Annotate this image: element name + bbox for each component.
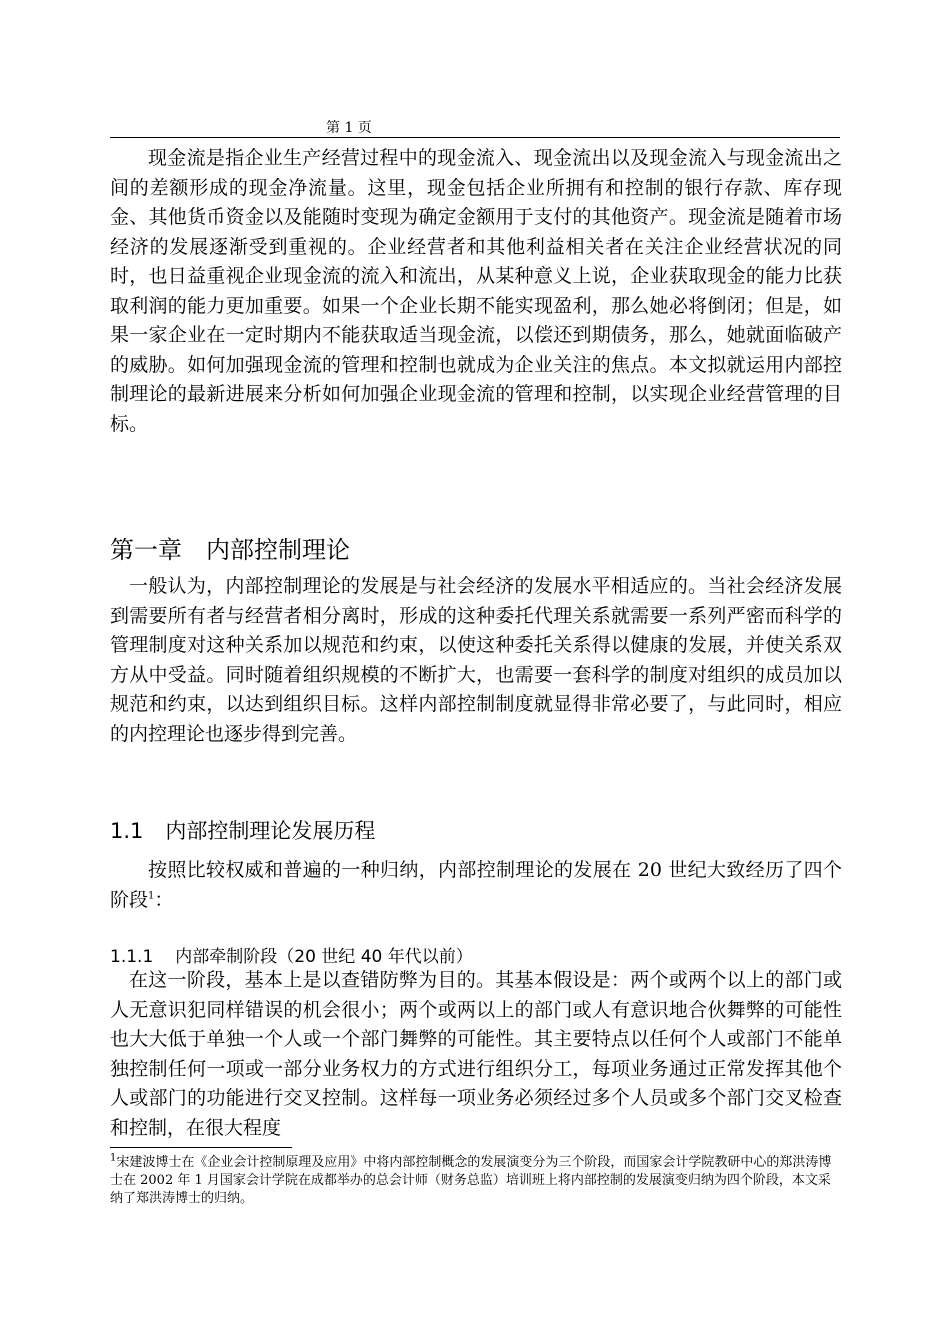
section-1-1-1-title: 内部牵制阶段（20 世纪 40 年代以前） — [175, 947, 473, 967]
intro-paragraph: 现金流是指企业生产经营过程中的现金流入、现金流出以及现金流入与现金流出之间的差额形成的现金净流量。这里，现金包括企业所拥有和控制的银行存款、库存现金、其他货币资金以及能随时变现为确定金额用于支付的其他资产。现金流是随着市场经济的发展逐渐受到重视的。企业经营者和其他利益相关者在关注企业经营状况的同时，也日益重视企业现金流的流入和流出，从某种意义上说，企业获取现金的能力比获取利润的能力更加重要。如果一个企业长期不能实现盈利，那么她必将倒闭；但是，如果一家企业在一定时期内不能获取适当现金流，以偿还到期债务，那么，她就面临破产的威胁。如何加强现金流的管理和控制也就成为企业关注的焦点。本文拟就运用内部控制理论的最新进展来分析如何加强企业现金流的管理和控制，以实现企业经营管理的目标。 — [110, 147, 842, 435]
section-1-1-text: 按照比较权威和普遍的一种归纳，内部控制理论的发展在 20 世纪大致经历了四个阶段 — [110, 859, 842, 911]
chapter-1-title: 第一章 内部控制理论 — [110, 536, 350, 564]
footnote-separator — [110, 1147, 292, 1148]
footnote — [110, 1154, 842, 1208]
section-1-1-1-paragraph: 在这一阶段，基本上是以查错防弊为目的。其基本假设是：两个或两个以上的部门或人无意识犯同样错误的机会很小；两个或两以上的部门或人有意识地合伙舞弊的可能性也大大低于单独一个人或一个部门舞弊的可能性。其主要特点以任何个人或部门不能单独控制任何一项或一部分业务权力的方式进行组织分工，每项业务通过正常发挥其他个人或部门的功能进行交叉控制。这样每一项业务必须经过多个人员或多个部门交叉检查和控制，在很大程度 — [110, 969, 842, 1139]
section-1-1-title: 内部控制理论发展历程 — [165, 819, 376, 843]
page-header — [110, 115, 840, 138]
section-1-1-text-end: ： — [154, 888, 174, 911]
footnote-mark: 1 — [110, 1152, 117, 1164]
section-1-1-number: 1.1 — [110, 819, 144, 843]
section-1-1-paragraph — [110, 856, 842, 915]
footnote-reference[interactable]: 1 — [148, 890, 155, 902]
page-number-label: 第 1 页 — [326, 120, 372, 136]
section-1-1-heading — [110, 815, 375, 845]
section-1-1-1-heading — [110, 942, 473, 967]
chapter-1-paragraph: 一般认为，内部控制理论的发展是与社会经济的发展水平相适应的。当社会经济发展到需要所有者与经营者相分离时，形成的这种委托代理关系就需要一系列严密而科学的管理制度对这种关系加以规范和约束，以使这种委托关系得以健康的发展，并使关系双方从中受益。同时随着组织规模的不断扩大，也需要一套科学的制度对组织的成员加以规范和约束，以达到组织目标。这样内部控制制度就显得非常必要了，与此同时，相应的内控理论也逐步得到完善。 — [110, 575, 842, 745]
section-1-1-1-number: 1.1.1 — [110, 947, 154, 967]
footnote-text: 宋建波博士在《企业会计控制原理及应用》中将内部控制概念的发展演变分为三个阶段，而国家会计学院教研中心的郑洪涛博士在 2002 年 1 月国家会计学院在成都举办的总会计师（财务总监）培训班上将内部控制的发展演变归纳为四个阶段，本文采纳了郑洪涛博士的归纳。 — [110, 1155, 832, 1206]
